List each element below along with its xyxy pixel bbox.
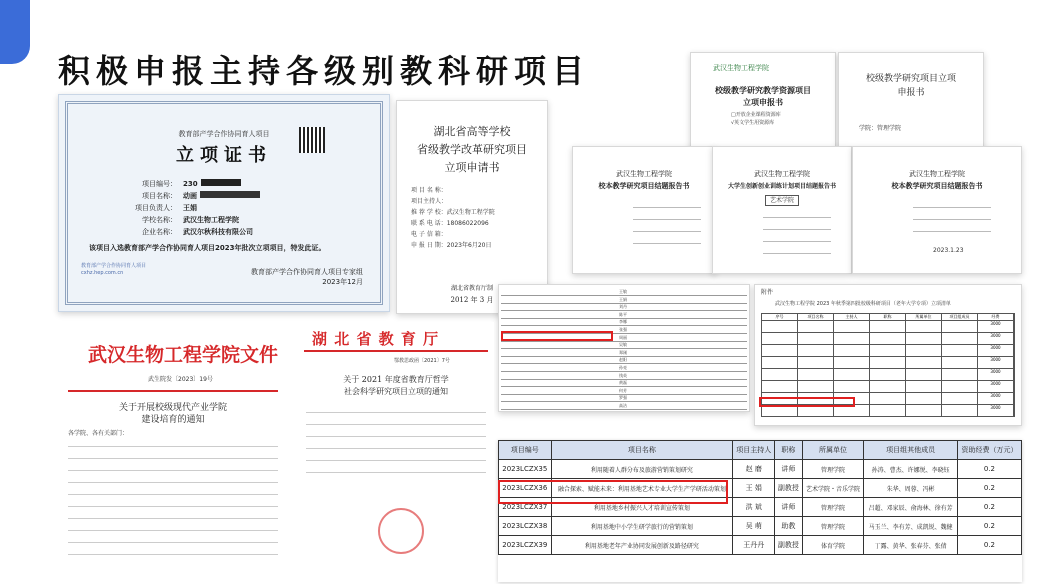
column-header: 资助经费（万元） — [957, 441, 1021, 460]
cell-pi: 吴 萌 — [733, 517, 775, 536]
list-row — [761, 333, 1015, 345]
budget-cell: 3000 — [978, 369, 1014, 380]
column-header: 项目名称 — [798, 314, 834, 320]
column-header: 项目名称 — [551, 441, 733, 460]
list-row: 钱英 — [501, 373, 747, 380]
highlight-box — [501, 331, 613, 341]
doc-number: 武生院发〔2023〕19号 — [148, 376, 213, 383]
table-row[interactable] — [499, 460, 1022, 479]
doc-line: 武汉生物工程学院 — [754, 170, 810, 178]
list-row: 周丽 — [501, 335, 747, 342]
list-row — [761, 369, 1015, 381]
list-row — [761, 321, 1015, 333]
doc-line: 大学生创新创业训练计划项目结题报告书 — [727, 183, 836, 190]
doc-badge: 艺术学院 — [765, 195, 799, 206]
slide-title: 积极申报主持各级别教科研项目 — [58, 52, 591, 90]
cell-pi: 赵 磨 — [733, 460, 775, 479]
column-header: 项目组其他成员 — [864, 441, 957, 460]
doc-subject: 社会科学研究项目立项的通知 — [344, 387, 448, 396]
cell-id: 2023LCZX39 — [499, 536, 552, 555]
cell-unit: 管理学院 — [802, 517, 864, 536]
column-header: 项目组成员 — [942, 314, 978, 320]
cell-name: 利用随着人群分布及旅游营销策划研究 — [551, 460, 733, 479]
seal-icon — [378, 508, 424, 554]
cell-fund: 0.2 — [957, 536, 1021, 555]
budget-cell: 3000 — [978, 321, 1014, 332]
doc-number: 鄂教思政函〔2021〕7号 — [394, 358, 450, 364]
project-report-1[interactable] — [572, 146, 716, 274]
list-row — [761, 381, 1015, 393]
doc-date: 2023.1.23 — [933, 247, 964, 254]
cell-title: 讲师 — [775, 498, 802, 517]
list-row: 高洁 — [501, 403, 747, 410]
cert-row: 学校名称： 武汉生物工程学院 — [142, 216, 239, 224]
qr-code-icon — [299, 127, 325, 153]
table-row[interactable] — [499, 517, 1022, 536]
list-row: 张强 — [501, 327, 747, 334]
doc-red-title: 湖 北 省 教 育 厅 — [312, 330, 440, 348]
list-row: 王敏 — [501, 289, 747, 296]
cell-unit: 体育学院 — [802, 536, 864, 555]
column-header: 职称 — [870, 314, 906, 320]
budget-cell: 3000 — [978, 345, 1014, 356]
column-header: 项目编号 — [499, 441, 552, 460]
doc-line: 武汉生物工程学院 — [909, 170, 965, 178]
cert-logo: 教育部产学合作协同育人项目 cxhz.hep.com.cn — [81, 263, 147, 276]
cert-title: 立项证书 — [176, 145, 272, 166]
doc-options: □开放企业课程资源库 √英文学生用资源库 — [731, 112, 781, 126]
doc-title: 武汉生物工程学院 2023 年秋季第四批校级科研项目（老年大学专项）立项清单 — [775, 301, 951, 307]
cert-row: 项目编号： 230 — [129, 179, 241, 189]
list-row: 李娜 — [501, 319, 747, 326]
list-row: 吴敏 — [501, 342, 747, 349]
doc-subject: 关于开展校级现代产业学院 — [118, 403, 227, 413]
doc-line: 校级教学研究项目立项 — [865, 74, 956, 84]
budget-cell: 3000 — [978, 405, 1014, 416]
cert-row: 企业名称： 武汉尔秋科技有限公司 — [142, 228, 253, 236]
doc-school: 武汉生物工程学院 — [713, 64, 769, 72]
cell-name: 融合探索、赋能未来：利用基地艺术专业大学生产学研活动策划 — [551, 479, 733, 498]
column-header: 序号 — [762, 314, 798, 320]
cell-title: 助教 — [775, 517, 802, 536]
highlight-box — [759, 397, 855, 407]
budget-cell: 3000 — [978, 393, 1014, 404]
cell-members: 孙涛、曹杰、许娜悦、李晓钰 — [864, 460, 957, 479]
province-edu-document[interactable] — [298, 322, 494, 584]
cert-signature: 教育部产学合作协同育人项目专家组 2023年12月 — [251, 268, 363, 286]
cell-name: 利用基地老年产业协同发展创新及路径研究 — [551, 536, 733, 555]
doc-footer: 湖北省教育厅制 — [450, 285, 493, 292]
table-row[interactable] — [499, 536, 1022, 555]
budget-cell: 3000 — [978, 333, 1014, 344]
school-document[interactable] — [58, 322, 288, 584]
list-row: 郑刚 — [501, 350, 747, 357]
cell-unit: 管理学院 — [802, 498, 864, 517]
cell-title: 讲师 — [775, 460, 802, 479]
column-header: 职称 — [775, 441, 802, 460]
cell-members: 丁露、黄华、张春芬、张倩 — [864, 536, 957, 555]
list-row: 赵阳 — [501, 357, 747, 364]
field-list: 项 目 名 称： 项目主持人： 推 荐 学 校：武汉生物工程学院 联 系 电 话：18086022096 电 子 信 箱： 申 报 日 期：2023年6月20日 — [411, 187, 495, 249]
column-header: 经费 — [978, 314, 1014, 320]
cell-pi: 王丹丹 — [733, 536, 775, 555]
doc-line: 省级教学改革研究项目 — [417, 143, 527, 156]
project-report-2[interactable] — [712, 146, 852, 274]
doc-line: 立项申报书 — [743, 97, 783, 107]
budget-cell: 3000 — [978, 381, 1014, 392]
hubei-application-doc[interactable] — [396, 100, 548, 314]
doc-subject: 关于 2021 年度省教育厅哲学 — [343, 375, 449, 384]
cell-title: 副教授 — [775, 479, 802, 498]
cell-members: 马玉兰、李有芳、成凯锐、魏健 — [864, 517, 957, 536]
doc-line: 申报书 — [897, 88, 925, 98]
cell-pi: 王 娟 — [733, 479, 775, 498]
cell-unit: 艺术学院・音乐学院 — [802, 479, 864, 498]
column-header: 所属单位 — [802, 441, 864, 460]
doc-subject: 建设培育的通知 — [141, 415, 205, 425]
project-report-3[interactable] — [852, 146, 1022, 274]
column-header: 所属单位 — [906, 314, 942, 320]
column-header: 主持人 — [834, 314, 870, 320]
cell-id: 2023LCZX36 — [499, 479, 552, 498]
doc-greeting: 各学院、各有关部门： — [68, 430, 129, 437]
list-row: 罗强 — [501, 395, 747, 402]
list-row: 刘丹 — [501, 304, 747, 311]
cell-id: 2023LCZX35 — [499, 460, 552, 479]
project-list-right-doc[interactable] — [754, 284, 1022, 426]
cell-members: 朱华、周蓉、冯彬 — [864, 479, 957, 498]
cell-id: 2023LCZX37 — [499, 498, 552, 517]
list-row: 孙亮 — [501, 365, 747, 372]
accent-bar — [0, 0, 30, 64]
project-table[interactable] — [498, 440, 1022, 582]
project-list-doc[interactable] — [498, 284, 750, 412]
cell-fund: 0.2 — [957, 460, 1021, 479]
cell-name: 利用基地乡村振兴人才培训宣传策划 — [551, 498, 733, 517]
doc-red-title: 武汉生物工程学院文件 — [88, 344, 279, 366]
doc-line: 武汉生物工程学院 — [616, 170, 672, 178]
doc-line: 校本教学研究项目结题报告书 — [891, 181, 983, 190]
cell-id: 2023LCZX38 — [499, 517, 552, 536]
doc-footer: 2012 年 3 月 — [450, 296, 494, 304]
budget-cell: 3000 — [978, 357, 1014, 368]
cell-unit: 管理学院 — [802, 460, 864, 479]
project-certificate[interactable] — [58, 94, 390, 312]
cell-pi: 洪 斌 — [733, 498, 775, 517]
list-row: 黄磊 — [501, 380, 747, 387]
list-row — [761, 345, 1015, 357]
list-row: 何芳 — [501, 388, 747, 395]
doc-header: 附件 — [761, 289, 774, 296]
list-row — [761, 357, 1015, 369]
doc-line: 立项申请书 — [444, 161, 500, 174]
doc-line: 校本教学研究项目结题报告书 — [598, 181, 690, 190]
doc-field: 学院：管理学院 — [859, 125, 902, 132]
cell-fund: 0.2 — [957, 479, 1021, 498]
cert-row: 项目负责人： 王娟 — [135, 204, 197, 212]
cell-name: 利用基地中小学生研学旅行的营销策划 — [551, 517, 733, 536]
cell-members: 吕超、邓家辰、俞海林、徐有芳 — [864, 498, 957, 517]
column-header: 项目主持人 — [733, 441, 775, 460]
cell-fund: 0.2 — [957, 517, 1021, 536]
list-row: 王娟 — [501, 297, 747, 304]
doc-line: 湖北省高等学校 — [433, 125, 511, 138]
doc-line: 校级教学研究教学资源项目 — [715, 85, 811, 95]
cert-row: 项目名称： 动画 — [129, 191, 260, 201]
highlight-box — [498, 480, 728, 504]
cert-notice: 该项目入选教育部产学合作协同育人项目2023年批次立项项目，特发此证。 — [89, 244, 326, 252]
cell-fund: 0.2 — [957, 498, 1021, 517]
cert-header: 教育部产学合作协同育人项目 — [178, 130, 270, 138]
cell-title: 副教授 — [775, 536, 802, 555]
list-row: 陈平 — [501, 312, 747, 319]
